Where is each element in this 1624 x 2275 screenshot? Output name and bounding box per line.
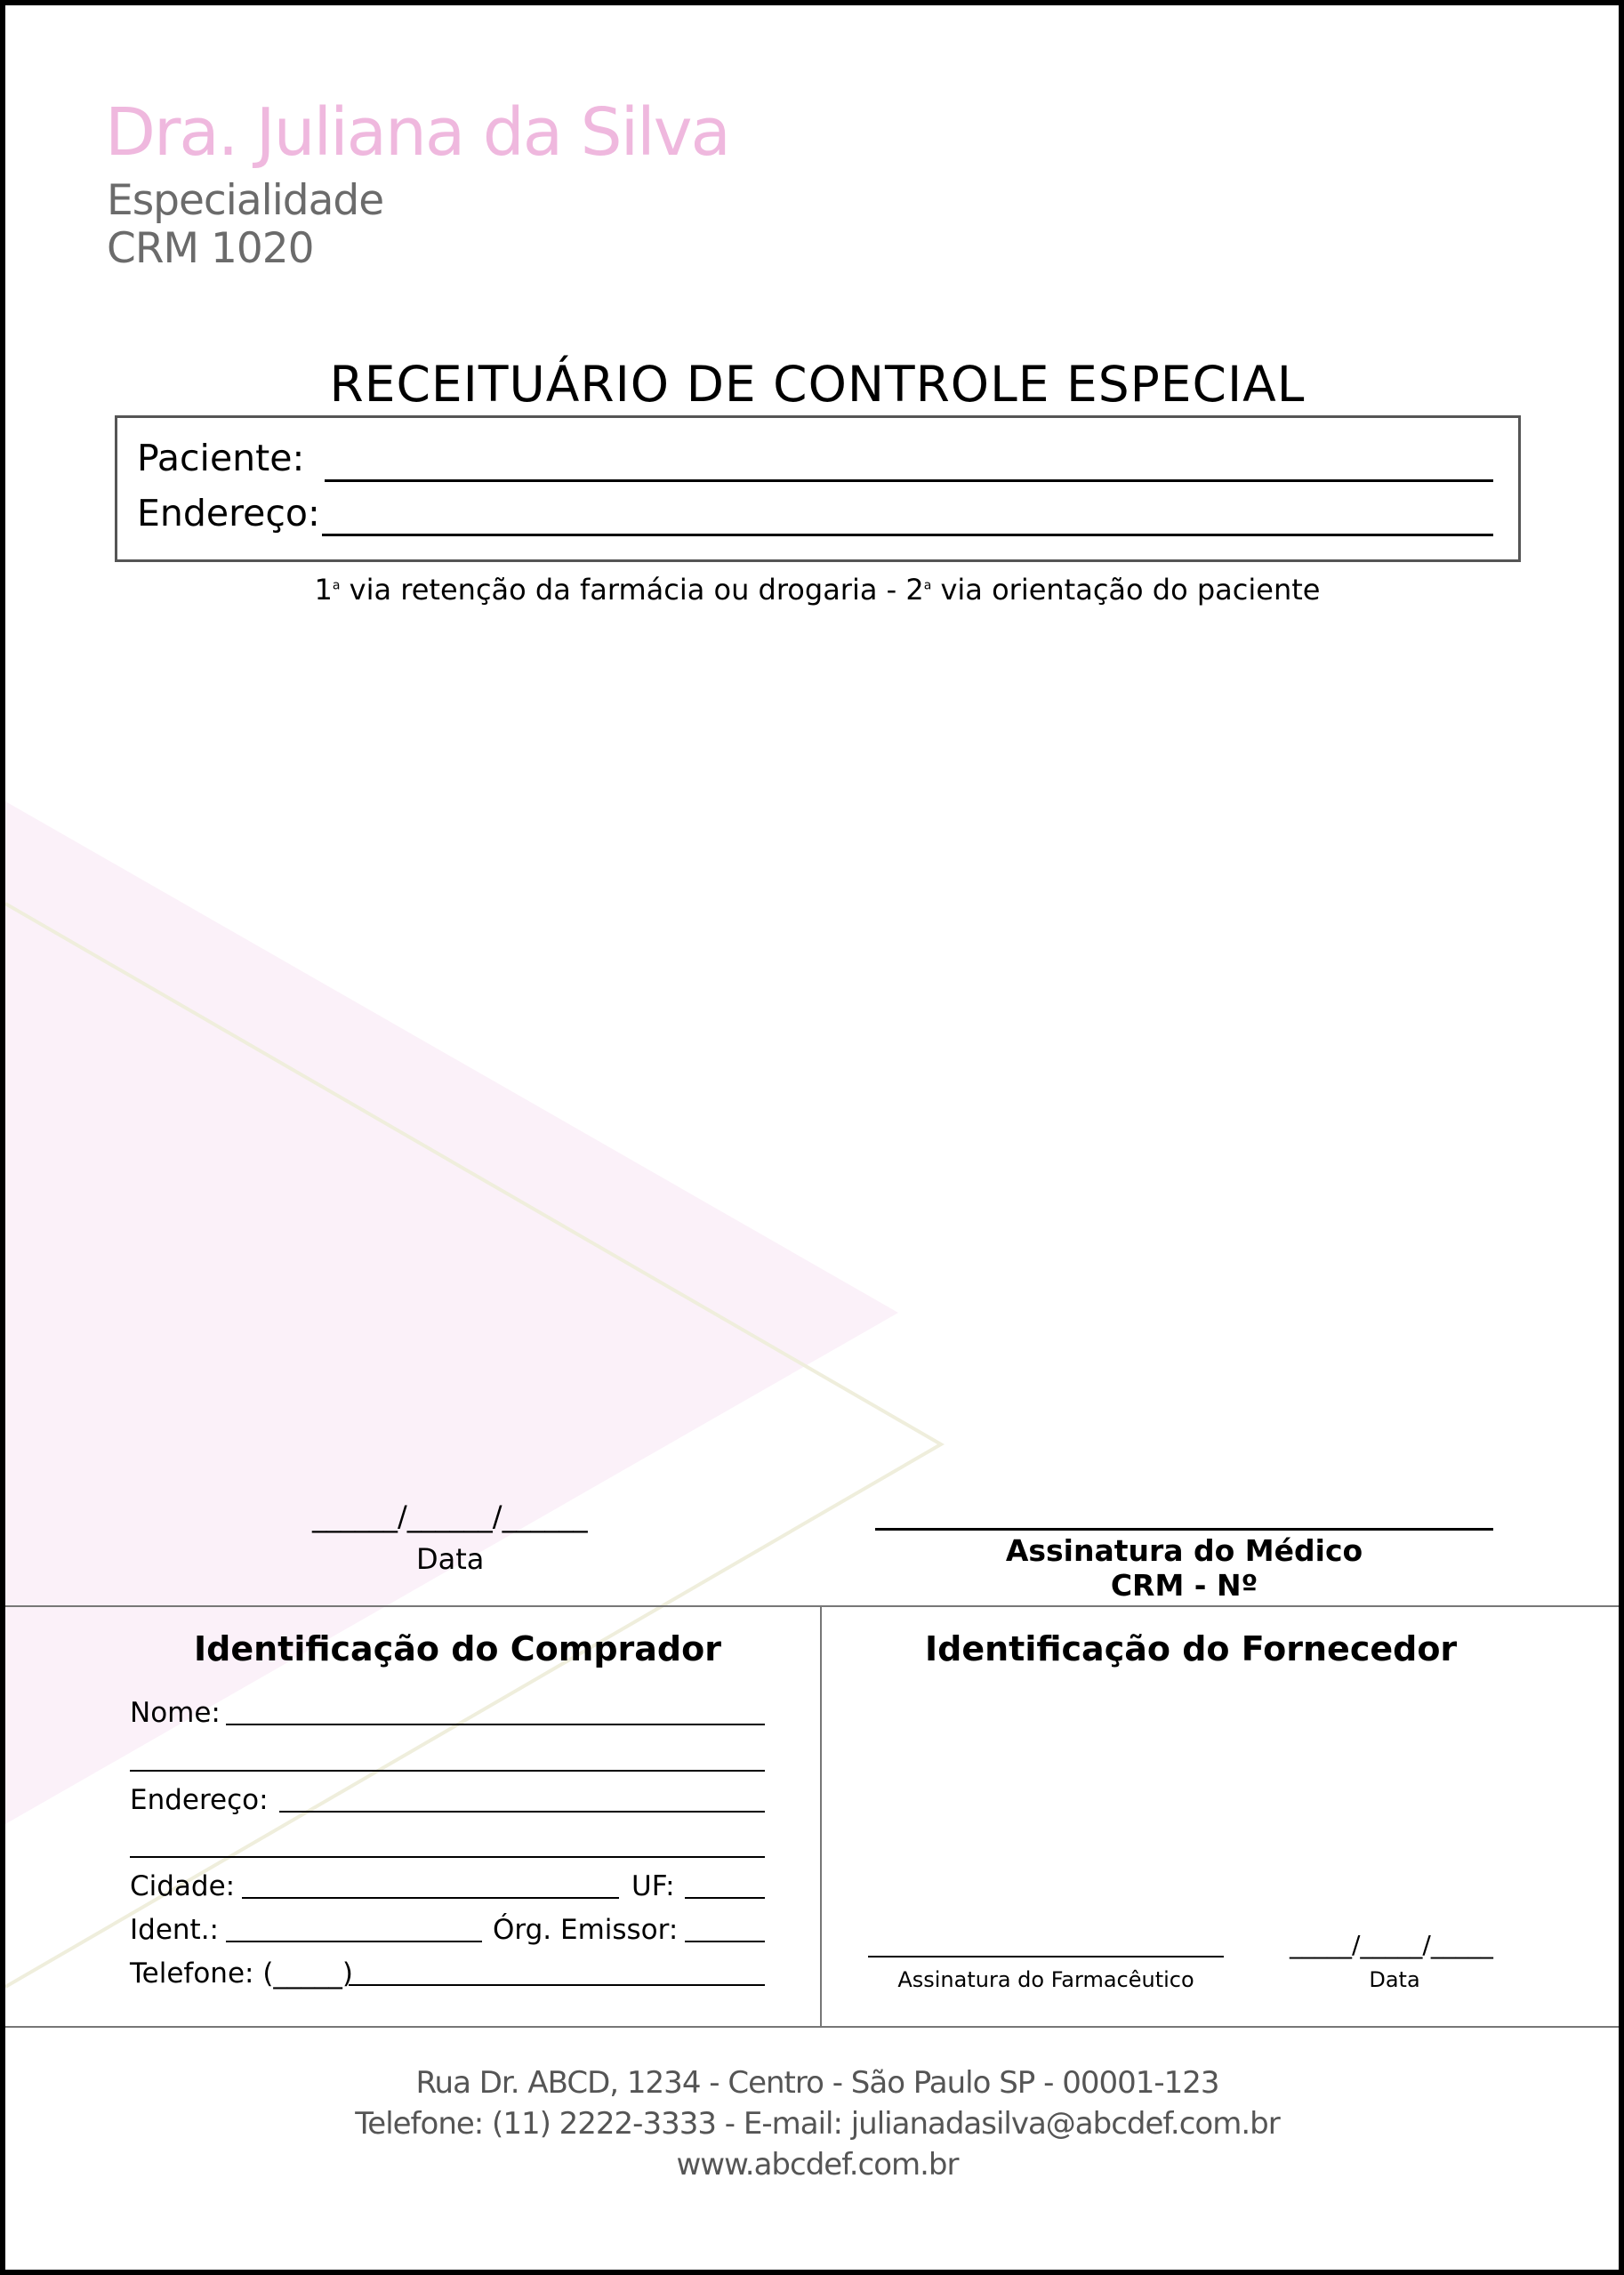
supplier-section-title: Identificação do Fornecedor [925,1629,1458,1668]
buyer-id-label: Ident.: [130,1914,219,1946]
doctor-specialty: Especialidade [107,176,384,225]
buyer-name-label: Nome: [130,1697,221,1729]
section-divider-top [5,1605,1624,1607]
buyer-uf-field[interactable] [685,1897,765,1899]
address-label: Endereço: [137,492,320,535]
buyer-address-field-2[interactable] [130,1856,765,1858]
date-field[interactable]: ______/______/______ [312,1499,588,1533]
date-label: Data [416,1542,485,1576]
buyer-id-field[interactable] [226,1941,482,1942]
section-divider-bottom [5,2026,1624,2028]
via-note: 1$^a$ via retenção da farmácia ou drogaria - 2$^a$ via orientação do paciente [314,573,1321,607]
buyer-phone-field[interactable] [349,1984,765,1986]
buyer-address-label: Endereço: [130,1784,269,1816]
doctor-signature-line[interactable] [875,1528,1493,1531]
buyer-uf-label: UF: [631,1870,675,1902]
address-field[interactable] [322,534,1493,536]
footer-address: Rua Dr. ABCD, 1234 - Centro - São Paulo SP - 00001-123 [415,2065,1219,2101]
buyer-issuer-label: Órg. Emissor: [493,1914,679,1946]
buyer-name-field[interactable] [226,1724,765,1725]
buyer-city-label: Cidade: [130,1870,236,1902]
supplier-date-label: Data [1369,1967,1420,1992]
footer-website: www.abcdef.com.br [676,2147,959,2183]
buyer-issuer-field[interactable] [685,1941,765,1942]
section-divider-vertical [820,1605,822,2026]
buyer-city-field[interactable] [242,1897,619,1899]
buyer-name-field-2[interactable] [130,1770,765,1772]
patient-field[interactable] [325,479,1493,482]
doctor-crm: CRM 1020 [107,224,314,273]
buyer-address-field[interactable] [279,1811,765,1813]
pink-triangle-watermark [5,801,898,1824]
doctor-crm-label: CRM - Nº [1110,1568,1258,1603]
buyer-section-title: Identificação do Comprador [194,1629,721,1668]
form-title: RECEITUÁRIO DE CONTROLE ESPECIAL [329,356,1306,413]
footer-contact: Telefone: (11) 2222-3333 - E-mail: julianadasilva@abcdef.com.br [355,2106,1280,2142]
doctor-signature-label: Assinatura do Médico [1005,1533,1363,1568]
patient-label: Paciente: [137,437,305,479]
buyer-phone-label: Telefone: (_____) [130,1957,354,1990]
pharmacist-signature-label: Assinatura do Farmacêutico [897,1967,1194,1992]
supplier-date-field[interactable]: _____/_____/_____ [1290,1930,1493,1959]
pharmacist-signature-line[interactable] [868,1956,1224,1957]
doctor-name: Dra. Juliana da Silva [105,94,729,171]
patient-box [115,415,1521,562]
